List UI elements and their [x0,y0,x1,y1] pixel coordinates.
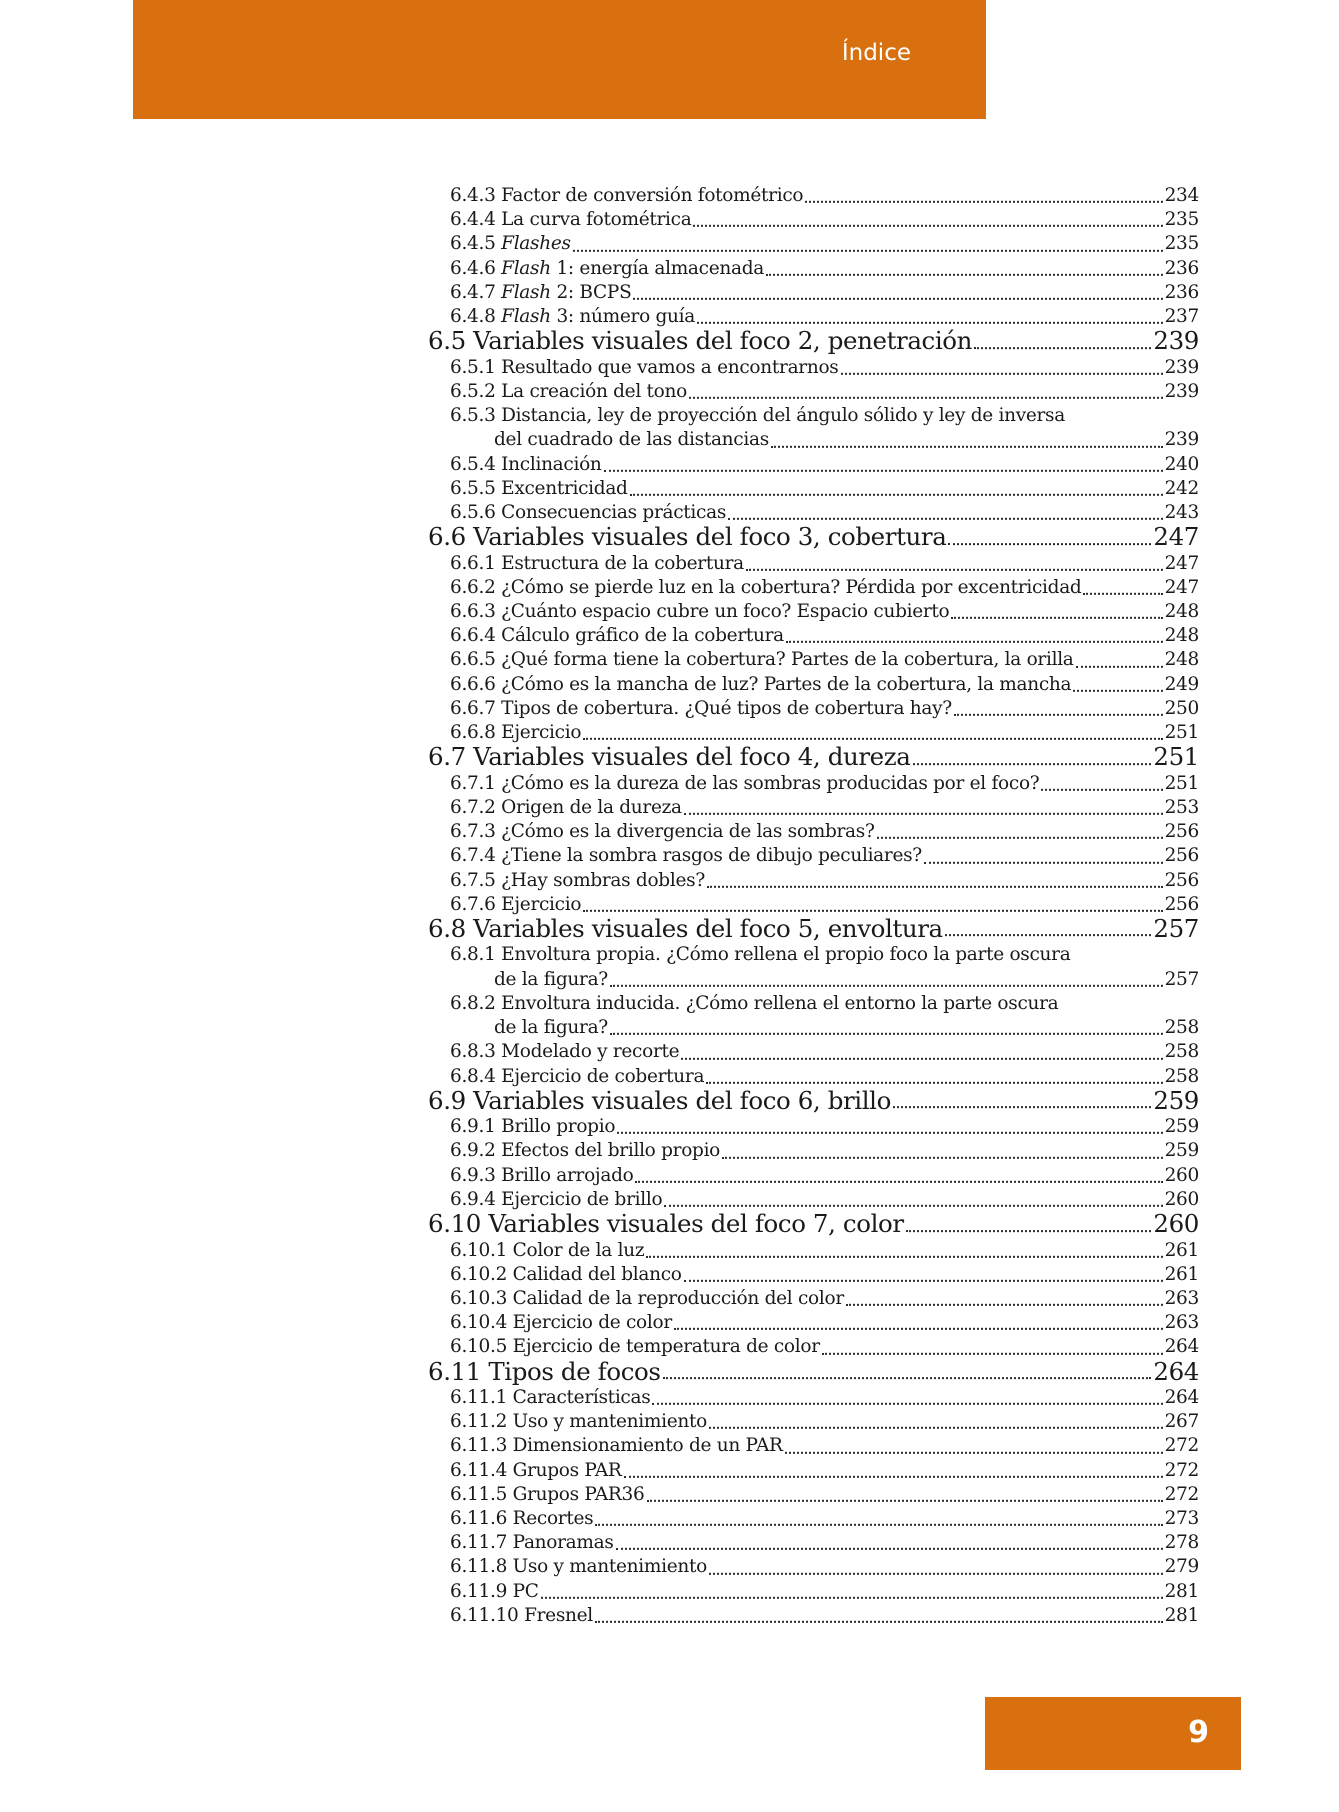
toc-subsection-entry[interactable] [428,1386,1199,1410]
toc-entry-title-text: 6.5.5 Excentricidad [450,477,628,499]
toc-entry-title [450,552,744,576]
toc-entry-page: 239 [1164,380,1199,402]
toc-subsection-entry[interactable] [428,673,1199,697]
toc-entry-title [428,913,943,943]
toc-entry-title-text: 6.4.8 [450,306,502,328]
toc-entry-page: 264 [1164,1387,1199,1409]
dot-leader [722,1138,1163,1159]
toc-entry-title [450,600,949,624]
toc-entry-title [450,257,764,281]
page-number-box [985,1697,1241,1770]
toc-entry-title-text: 6.7 Variables visuales del foco 4, dureza [428,742,911,772]
toc-entry-title-text: 6.9.2 Efectos del brillo propio [450,1140,721,1162]
toc-entry-page: 272 [1164,1459,1199,1481]
dot-leader [610,966,1163,987]
dot-leader [541,1578,1163,1599]
page-number: 9 [1188,1715,1209,1750]
toc-entry-page: 248 [1164,649,1199,671]
toc-subsection-entry[interactable] [428,844,1199,868]
dot-leader [822,1334,1163,1355]
toc-entry-page: 256 [1164,869,1199,891]
toc-subsection-entry[interactable] [428,624,1199,648]
toc-entry-title-text: 6.4.6 [450,257,502,279]
dot-leader [945,910,1152,937]
toc-subsection-entry[interactable] [428,1507,1199,1531]
toc-entry-title-text: 6.7.3 ¿Cómo es la divergencia de las sombras? [450,821,875,843]
toc-subsection-entry[interactable] [428,232,1199,256]
dot-leader [689,378,1163,399]
toc-entry-page: 257 [1153,913,1199,943]
toc-entry-page: 267 [1164,1411,1199,1433]
toc-entry-title [450,944,1070,965]
toc-entry-continuation[interactable] [428,968,1199,992]
toc-entry-title-text: de la figura? [494,1017,608,1039]
toc-entry-title-text: 6.11.8 Uso y mantenimiento [450,1556,707,1578]
toc-entry-title [450,1410,707,1434]
toc-subsection-entry[interactable] [428,1263,1199,1287]
dot-leader [906,1205,1152,1232]
toc-entry-title [450,1311,672,1335]
toc-entry-title-text: 6.5.6 Consecuencias prácticas [450,501,727,523]
dot-leader [624,1457,1163,1478]
toc-entry-page: 250 [1164,697,1199,719]
toc-subsection-entry[interactable] [428,1459,1199,1483]
toc-entry-page: 258 [1164,1041,1199,1063]
toc-entry-page: 248 [1164,625,1199,647]
dot-leader [684,1261,1163,1282]
dot-leader [583,891,1162,912]
toc-entry-title-text: 6.6.5 ¿Qué forma tiene la cobertura? Partes de la cobertura, la orilla [450,649,1074,671]
toc-subsection-entry[interactable] [428,281,1199,305]
toc-entry-title [450,1139,720,1163]
dot-leader [913,738,1152,765]
toc-entry-page: 260 [1164,1188,1199,1210]
toc-entry-page: 272 [1164,1435,1199,1457]
toc-entry-page: 247 [1153,522,1199,552]
dot-leader [951,599,1162,620]
toc-entry-title-text: 6.9.4 Ejercicio de brillo [450,1188,663,1210]
toc-entry-title-text: 6.5 Variables visuales del foco 2, penetración [428,326,973,356]
toc-entry-title-text: 6.7.2 Origen de la dureza [450,796,682,818]
toc-section-entry[interactable] [428,326,1199,356]
toc-entry-page: 279 [1164,1556,1199,1578]
toc-subsection-entry[interactable] [428,796,1199,820]
toc-entry-page: 263 [1164,1312,1199,1334]
toc-entry-page: 261 [1164,1239,1199,1261]
table-of-contents [428,184,1199,1628]
dot-leader [595,1602,1163,1623]
toc-entry-page: 236 [1164,281,1199,303]
dot-leader [1073,671,1162,692]
toc-entry-title [450,1580,539,1604]
section-title: Índice [841,40,911,66]
dot-leader [728,499,1163,520]
toc-entry-title [450,232,571,256]
toc-entry-title-text: 6.11.4 Grupos PAR [450,1459,622,1481]
toc-entry-title [450,772,1039,796]
toc-entry-title [450,380,687,404]
toc-subsection-entry[interactable] [428,453,1199,477]
toc-entry-page: 251 [1164,722,1199,744]
dot-leader [604,451,1163,472]
toc-entry-page: 243 [1164,501,1199,523]
dot-leader [771,427,1163,448]
toc-entry-title [450,356,839,380]
toc-entry-page: 272 [1164,1483,1199,1505]
toc-entry-title-text: 6.6.2 ¿Cómo se pierde luz en la cobertura? Pérdida por excentricidad [450,576,1082,598]
toc-entry-page: 259 [1164,1116,1199,1138]
dot-leader [595,1506,1162,1527]
toc-entry-title-text: 6.4.3 Factor de conversión fotométrico [450,185,804,206]
toc-entry-page: 253 [1164,796,1199,818]
toc-entry-title [450,405,1065,426]
toc-entry-page: 251 [1153,742,1199,772]
toc-entry-title [494,428,769,452]
toc-entry-title-text: 6.8.4 Ejercicio de cobertura [450,1065,705,1087]
toc-entry-page: 259 [1153,1085,1199,1115]
toc-entry-page: 260 [1153,1209,1199,1239]
toc-entry-title [450,844,922,868]
toc-entry-title-italic: Flashes [501,233,571,255]
toc-entry-title-text: 6.10 Variables visuales del foco 7, color [428,1209,904,1239]
toc-entry-title [428,1356,661,1386]
header-band [133,0,986,119]
toc-subsection-entry[interactable] [428,1164,1199,1188]
toc-entry-continuation[interactable] [428,1016,1199,1040]
toc-entry-title [428,1085,891,1115]
toc-entry-title-italic: Flash [501,257,551,279]
dot-leader [633,279,1162,300]
toc-subsection-entry[interactable] [428,257,1199,281]
toc-subsection-entry[interactable] [428,697,1199,721]
toc-entry-page: 234 [1164,185,1199,206]
dot-leader [697,304,1163,325]
toc-entry-title-text: 6.8.2 Envoltura inducida. ¿Cómo rellena el entorno la parte oscura [450,992,1059,1014]
toc-entry-title [428,1209,904,1239]
toc-entry-title [450,576,1081,600]
toc-subsection-entry[interactable] [428,380,1199,404]
toc-entry-continuation[interactable] [428,428,1199,452]
toc-entry-page: 260 [1164,1164,1199,1186]
toc-entry-page: 281 [1164,1580,1199,1602]
toc-entry-title-text: 6.4.4 La curva fotométrica [450,209,692,231]
toc-entry-title-text: 6.4.5 [450,233,502,255]
toc-entry-page: 264 [1153,1356,1199,1386]
toc-entry-title [450,673,1071,697]
toc-subsection-entry[interactable] [428,208,1199,232]
toc-entry-page: 242 [1164,477,1199,499]
toc-entry-title [494,968,608,992]
toc-entry-title [450,1239,644,1263]
toc-entry-title-text: 6.6.8 Ejercicio [450,722,582,744]
dot-leader [706,1063,1162,1084]
dot-leader [924,843,1163,864]
dot-leader [786,623,1163,644]
toc-section-entry[interactable] [428,522,1199,552]
toc-entry-title-italic: Flash [501,306,551,328]
toc-subsection-entry[interactable] [428,992,1199,1016]
dot-leader [974,322,1151,349]
dot-leader [693,207,1162,228]
toc-entry-title-text: 6.10.3 Calidad de la reproducción del color [450,1287,844,1309]
dot-leader [766,255,1163,276]
toc-entry-title [450,1531,614,1555]
toc-entry-title-text: 6.11.9 PC [450,1580,539,1602]
toc-entry-title [450,820,875,844]
dot-leader [954,695,1163,716]
toc-subsection-entry[interactable] [428,820,1199,844]
toc-entry-title [450,648,1074,672]
toc-entry-title-text: 6.6.1 Estructura de la cobertura [450,552,744,574]
toc-entry-title-text: 6.10.1 Color de la luz [450,1239,645,1261]
toc-entry-title-italic: Flash [501,281,551,303]
toc-entry-title [450,796,682,820]
toc-subsection-entry[interactable] [428,356,1199,380]
toc-subsection-entry[interactable] [428,648,1199,672]
toc-entry-page: 239 [1164,356,1199,378]
toc-entry-title [450,453,602,477]
toc-subsection-entry[interactable] [428,1434,1199,1458]
toc-subsection-entry[interactable] [428,1115,1199,1139]
toc-entry-page: 239 [1164,429,1199,451]
toc-subsection-entry[interactable] [428,1287,1199,1311]
toc-subsection-entry[interactable] [428,184,1199,208]
toc-entry-page: 258 [1164,1017,1199,1039]
toc-entry-title-text: 6.5.2 La creación del tono [450,380,687,402]
toc-entry-page: 256 [1164,821,1199,843]
toc-entry-title [450,1459,622,1483]
toc-entry-title-text: del cuadrado de las distancias [494,429,769,451]
toc-entry-page: 235 [1164,209,1199,231]
toc-entry-title [450,1040,679,1064]
toc-subsection-entry[interactable] [428,1311,1199,1335]
toc-entry-title-text: 6.11.3 Dimensionamiento de un PAR [450,1435,783,1457]
toc-entry-page: 256 [1164,893,1199,915]
toc-entry-title-text: 6.8 Variables visuales del foco 5, envoltura [428,913,943,943]
toc-subsection-entry[interactable] [428,477,1199,501]
toc-section-entry[interactable] [428,1085,1199,1116]
toc-entry-page: 239 [1153,326,1199,356]
toc-entry-title-text: 6.11 Tipos de focos [428,1356,661,1386]
toc-section-entry[interactable] [428,1356,1199,1387]
toc-entry-title [450,477,628,501]
toc-entry-title [450,184,803,208]
toc-subsection-entry[interactable] [428,576,1199,600]
toc-entry-page: 240 [1164,453,1199,475]
toc-entry-title-text: 6.5.1 Resultado que vamos a encontrarnos [450,356,839,378]
dot-leader [893,1082,1151,1109]
dot-leader [617,1114,1162,1135]
toc-entry-title [450,624,784,648]
dot-leader [616,1530,1163,1551]
toc-subsection-entry[interactable] [428,1239,1199,1263]
toc-entry-title-text: 6.6 Variables visuales del foco 3, cobertura [428,522,947,552]
toc-entry-title-text: 6.7.1 ¿Cómo es la dureza de las sombras producidas por el foco? [450,772,1040,794]
toc-entry-title-text: 6.10.4 Ejercicio de color [450,1312,672,1334]
toc-subsection-entry[interactable] [428,404,1199,428]
toc-entry-title [450,1434,783,1458]
toc-entry-title-text: 6.6.6 ¿Cómo es la mancha de luz? Partes de la cobertura, la mancha [450,673,1072,695]
dot-leader [1083,574,1162,595]
toc-entry-title [428,522,947,552]
dot-leader [647,1481,1163,1502]
toc-subsection-entry[interactable] [428,600,1199,624]
toc-entry-title [450,869,705,893]
toc-entry-title [450,993,1058,1014]
toc-entry-title-text: de la figura? [494,968,608,990]
dot-leader [684,794,1163,815]
toc-entry-page: 247 [1164,552,1199,574]
toc-entry-title-text: 6.11.7 Panoramas [450,1532,614,1554]
toc-subsection-entry[interactable] [428,1555,1199,1579]
dot-leader [1076,647,1163,668]
toc-entry-title [450,1287,844,1311]
toc-entry-page: 247 [1164,576,1199,598]
toc-entry-title-text: 6.11.6 Recortes [450,1508,594,1530]
toc-entry-title-text: 6.7.4 ¿Tiene la sombra rasgos de dibujo peculiares? [450,845,922,867]
toc-entry-page: 273 [1164,1508,1199,1530]
toc-subsection-entry[interactable] [428,772,1199,796]
dot-leader [707,867,1163,888]
toc-entry-title-text: 6.6.4 Cálculo gráfico de la cobertura [450,625,784,647]
dot-leader [805,183,1162,204]
toc-entry-title-text: 3: número guía [550,306,696,328]
toc-entry-title [450,1555,707,1579]
dot-leader [664,1186,1162,1207]
toc-entry-page: 263 [1164,1287,1199,1309]
dot-leader [877,819,1163,840]
toc-entry-title [450,1164,633,1188]
toc-entry-title-text: 6.7.6 Ejercicio [450,893,582,915]
toc-entry-title-text: 6.11.5 Grupos PAR36 [450,1483,645,1505]
toc-entry-title [450,281,631,305]
dot-leader [948,518,1151,545]
toc-entry-title-text: 6.11.10 Fresnel [450,1604,593,1626]
toc-entry-page: 237 [1164,306,1199,328]
toc-entry-title-text: 6.8.1 Envoltura propia. ¿Cómo rellena el propio foco la parte oscura [450,944,1071,966]
toc-entry-title [450,208,691,232]
toc-entry-title [450,1483,645,1507]
toc-section-entry[interactable] [428,742,1199,772]
toc-entry-page: 258 [1164,1065,1199,1087]
toc-entry-title [450,697,952,721]
dot-leader [785,1433,1163,1454]
toc-entry-title-text: 6.5.4 Inclinación [450,453,602,475]
dot-leader [709,1554,1163,1575]
toc-entry-page: 251 [1164,772,1199,794]
toc-entry-title-text: 6.4.7 [450,281,502,303]
toc-subsection-entry[interactable] [428,1531,1199,1555]
dot-leader [610,1015,1163,1035]
toc-subsection-entry[interactable] [428,943,1199,967]
toc-entry-title [428,742,911,772]
toc-subsection-entry[interactable] [428,869,1199,893]
toc-subsection-entry[interactable] [428,1580,1199,1604]
toc-section-entry[interactable] [428,1209,1199,1239]
toc-entry-title-text: 6.9.3 Brillo arrojado [450,1164,634,1186]
toc-entry-title [450,1604,593,1628]
toc-entry-title-text: 6.11.2 Uso y mantenimiento [450,1411,707,1433]
dot-leader [746,550,1163,571]
dot-leader [652,1385,1162,1406]
toc-entry-title-text: 6.6.3 ¿Cuánto espacio cubre un foco? Espacio cubierto [450,601,950,623]
toc-subsection-entry[interactable] [428,1604,1199,1628]
toc-entry-title-text: 6.8.3 Modelado y recorte [450,1041,680,1063]
dot-leader [1041,770,1162,791]
dot-leader [846,1285,1163,1306]
toc-entry-page: 281 [1164,1604,1199,1626]
toc-subsection-entry[interactable] [428,1139,1199,1163]
dot-leader [646,1237,1162,1258]
dot-leader [709,1409,1163,1430]
toc-subsection-entry[interactable] [428,552,1199,576]
toc-entry-page: 249 [1164,673,1199,695]
toc-entry-page: 264 [1164,1336,1199,1358]
toc-entry-title-text: 6.7.5 ¿Hay sombras dobles? [450,869,705,891]
toc-entry-title [450,1386,650,1410]
toc-entry-title-text: 2: BCPS [550,281,632,303]
toc-entry-page: 248 [1164,601,1199,623]
toc-entry-title-text: 6.9.1 Brillo propio [450,1116,616,1138]
toc-entry-title-text: 1: energía almacenada [550,257,764,279]
dot-leader [630,475,1163,496]
toc-entry-page: 259 [1164,1140,1199,1162]
toc-entry-title-text: 6.9 Variables visuales del foco 6, brillo [428,1085,891,1115]
dot-leader [663,1353,1152,1380]
toc-entry-page: 257 [1164,968,1199,990]
toc-entry-title-text: 6.10.2 Calidad del blanco [450,1263,682,1285]
dot-leader [674,1310,1163,1331]
toc-entry-title-text: 6.10.5 Ejercicio de temperatura de color [450,1336,820,1358]
toc-entry-title [494,1016,608,1040]
toc-entry-title [450,1115,615,1139]
toc-entry-page: 236 [1164,257,1199,279]
toc-entry-title [450,1263,682,1287]
toc-subsection-entry[interactable] [428,1410,1199,1434]
toc-entry-title-text: 6.5.3 Distancia, ley de proyección del ángulo sólido y ley de inversa [450,405,1065,427]
dot-leader [635,1162,1162,1183]
dot-leader [681,1039,1162,1060]
toc-entry-title [450,1507,593,1531]
toc-entry-title-text: 6.6.7 Tipos de cobertura. ¿Qué tipos de cobertura hay? [450,697,952,719]
dot-leader [583,720,1162,741]
dot-leader [841,354,1163,375]
toc-subsection-entry[interactable] [428,1483,1199,1507]
toc-entry-page: 261 [1164,1263,1199,1285]
dot-leader [573,231,1163,252]
toc-section-entry[interactable] [428,913,1199,944]
toc-entry-title [428,326,973,356]
toc-entry-page: 256 [1164,845,1199,867]
toc-entry-page: 235 [1164,233,1199,255]
toc-subsection-entry[interactable] [428,1040,1199,1064]
toc-entry-page: 278 [1164,1532,1199,1554]
toc-entry-title-text: 6.11.1 Características [450,1387,651,1409]
